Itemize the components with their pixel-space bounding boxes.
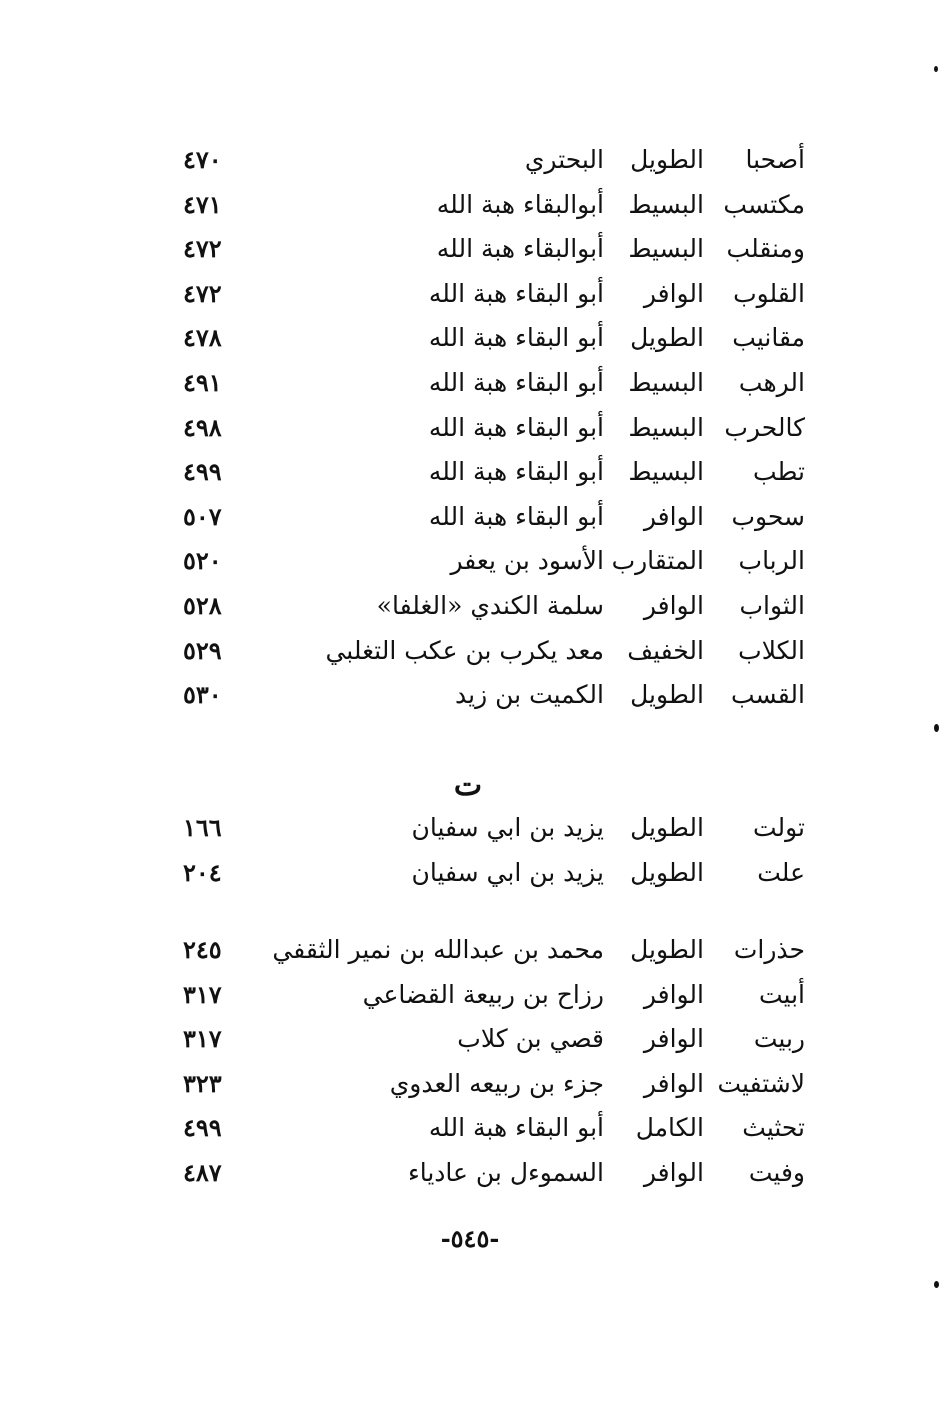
- rhyme-word: الكلاب: [738, 635, 805, 665]
- scan-speck: [934, 1281, 939, 1288]
- poet-name: أبو البقاء هبة الله: [428, 1113, 604, 1143]
- meter-name: الطويل: [630, 323, 704, 353]
- meter-name: الخفيف: [627, 635, 704, 665]
- poet-name: يزيد بن ابي سفيان: [411, 813, 604, 842]
- poet-name: محمد بن عبدالله بن نمير الثقفي: [272, 935, 604, 964]
- poet-name: يزيد بن ابي سفيان: [411, 857, 604, 887]
- rhyme-word: علت: [757, 857, 805, 887]
- meter-name: المتقارب: [611, 546, 704, 576]
- meter-name: الطويل: [630, 857, 704, 887]
- index-row: [0, 673, 940, 718]
- index-row: [0, 406, 940, 451]
- page-number: ٣١٧: [183, 1024, 222, 1054]
- index-row: [0, 1151, 940, 1196]
- rhyme-word: القلوب: [733, 278, 805, 308]
- rhyme-word: سحوب: [731, 501, 805, 531]
- page-number: ٥٢٨: [183, 590, 222, 620]
- index-row: [0, 183, 940, 228]
- rhyme-word: تحثيث: [742, 1113, 805, 1143]
- page-number: ٤٧٢: [183, 234, 222, 264]
- rhyme-word: مكتسب: [723, 189, 805, 219]
- meter-name: الطويل: [630, 935, 704, 964]
- poet-name: سلمة الكندي «الغلفا»: [376, 590, 604, 620]
- meter-name: الطويل: [630, 680, 704, 710]
- poet-name: أبو البقاء هبة الله: [428, 457, 604, 487]
- poet-name: رزاح بن ربيعة القضاعي: [362, 979, 604, 1009]
- scan-speck: [934, 724, 939, 732]
- page-number: ٤٩١: [183, 367, 222, 397]
- meter-name: الوافر: [643, 590, 704, 620]
- rhyme-word: الثواب: [739, 590, 805, 620]
- rhyme-word: القسب: [730, 680, 805, 710]
- index-row: [0, 539, 940, 584]
- page-number: ٥٣٠: [183, 680, 222, 710]
- meter-name: الوافر: [643, 1024, 704, 1054]
- letter-heading: ت: [453, 768, 483, 803]
- meter-name: البسيط: [628, 367, 704, 397]
- index-row: [0, 272, 940, 317]
- page-number: ٥٠٧: [183, 501, 222, 531]
- poet-name: أبوالبقاء هبة الله: [436, 234, 604, 264]
- meter-name: البسيط: [628, 412, 704, 442]
- index-row: [0, 361, 940, 406]
- meter-name: الوافر: [643, 1157, 704, 1187]
- index-section-ta-continued: [0, 928, 940, 1196]
- index-row: [0, 806, 940, 851]
- index-row: [0, 138, 940, 183]
- poet-name: أبو البقاء هبة الله: [428, 412, 604, 442]
- poet-name: جزء بن ربيعه العدوي: [389, 1068, 604, 1098]
- poet-name: أبوالبقاء هبة الله: [436, 189, 604, 219]
- rhyme-word: وفيت: [748, 1157, 805, 1187]
- poet-name: قصي بن كلاب: [457, 1024, 604, 1054]
- index-row: [0, 584, 940, 629]
- index-row: [0, 1106, 940, 1151]
- index-row: [0, 851, 940, 896]
- rhyme-word: الرباب: [738, 546, 805, 576]
- rhyme-word: تطب: [752, 457, 805, 487]
- poet-name: معد يكرب بن عكب التغلبي: [325, 635, 604, 665]
- page-number: ٥٢٩: [183, 635, 222, 665]
- meter-name: الطويل: [630, 145, 704, 174]
- meter-name: البسيط: [628, 457, 704, 487]
- poet-name: أبو البقاء هبة الله: [428, 278, 604, 308]
- poet-name: الأسود بن يعفر: [450, 546, 604, 576]
- rhyme-word: لاشتفيت: [717, 1068, 805, 1098]
- page-number: ٤٧٠: [183, 145, 222, 174]
- page-number: ١٦٦: [183, 813, 222, 842]
- index-row: [0, 973, 940, 1018]
- meter-name: الوافر: [643, 501, 704, 531]
- poet-name: الكميت بن زيد: [455, 680, 604, 710]
- rhyme-word: أبيت: [759, 979, 805, 1009]
- index-row: [0, 1017, 940, 1062]
- index-row: [0, 316, 940, 361]
- meter-name: البسيط: [628, 234, 704, 264]
- rhyme-word: كالحرب: [724, 412, 805, 442]
- poet-name: البحتري: [524, 145, 604, 174]
- meter-name: الكامل: [635, 1113, 704, 1143]
- meter-name: الوافر: [643, 979, 704, 1009]
- meter-name: الوافر: [643, 278, 704, 308]
- index-row: [0, 1062, 940, 1107]
- poet-name: أبو البقاء هبة الله: [428, 501, 604, 531]
- poet-name: السموءل بن عادياء: [407, 1157, 604, 1187]
- page-number: ٤٩٨: [183, 412, 222, 442]
- meter-name: البسيط: [628, 189, 704, 219]
- meter-name: الوافر: [643, 1068, 704, 1098]
- page-number: ٢٠٤: [183, 857, 222, 887]
- poet-name: أبو البقاء هبة الله: [428, 367, 604, 397]
- rhyme-word: تولت: [752, 813, 805, 842]
- page-number: ٤٩٩: [183, 457, 222, 487]
- rhyme-word: الرهب: [738, 367, 805, 397]
- rhyme-word: حذرات: [733, 935, 805, 964]
- page-number: ٣٢٣: [183, 1068, 222, 1098]
- index-row: [0, 227, 940, 272]
- index-section-ba: [0, 138, 940, 718]
- rhyme-word: أصحبا: [745, 145, 805, 174]
- index-row: [0, 629, 940, 674]
- page-number: ٤٧٨: [183, 323, 222, 353]
- index-section-ta: [0, 806, 940, 895]
- page-number: ٥٢٠: [183, 546, 222, 576]
- page-number: ٤٧١: [183, 189, 222, 219]
- poet-name: أبو البقاء هبة الله: [428, 323, 604, 353]
- rhyme-word: ربيت: [753, 1024, 805, 1054]
- page-number: ٣١٧: [183, 979, 222, 1009]
- rhyme-word: مقانيب: [732, 323, 805, 353]
- page-number: ٤٨٧: [183, 1157, 222, 1187]
- footer-page-number: -٥٤٥-: [440, 1224, 500, 1253]
- meter-name: الطويل: [630, 813, 704, 842]
- scan-speck: [934, 66, 938, 72]
- rhyme-word: ومنقلب: [726, 234, 805, 264]
- index-row: [0, 928, 940, 973]
- page-number: ٤٧٢: [183, 278, 222, 308]
- page-number: ٢٤٥: [183, 935, 222, 964]
- index-row: [0, 495, 940, 540]
- index-row: [0, 450, 940, 495]
- page-number: ٤٩٩: [183, 1113, 222, 1143]
